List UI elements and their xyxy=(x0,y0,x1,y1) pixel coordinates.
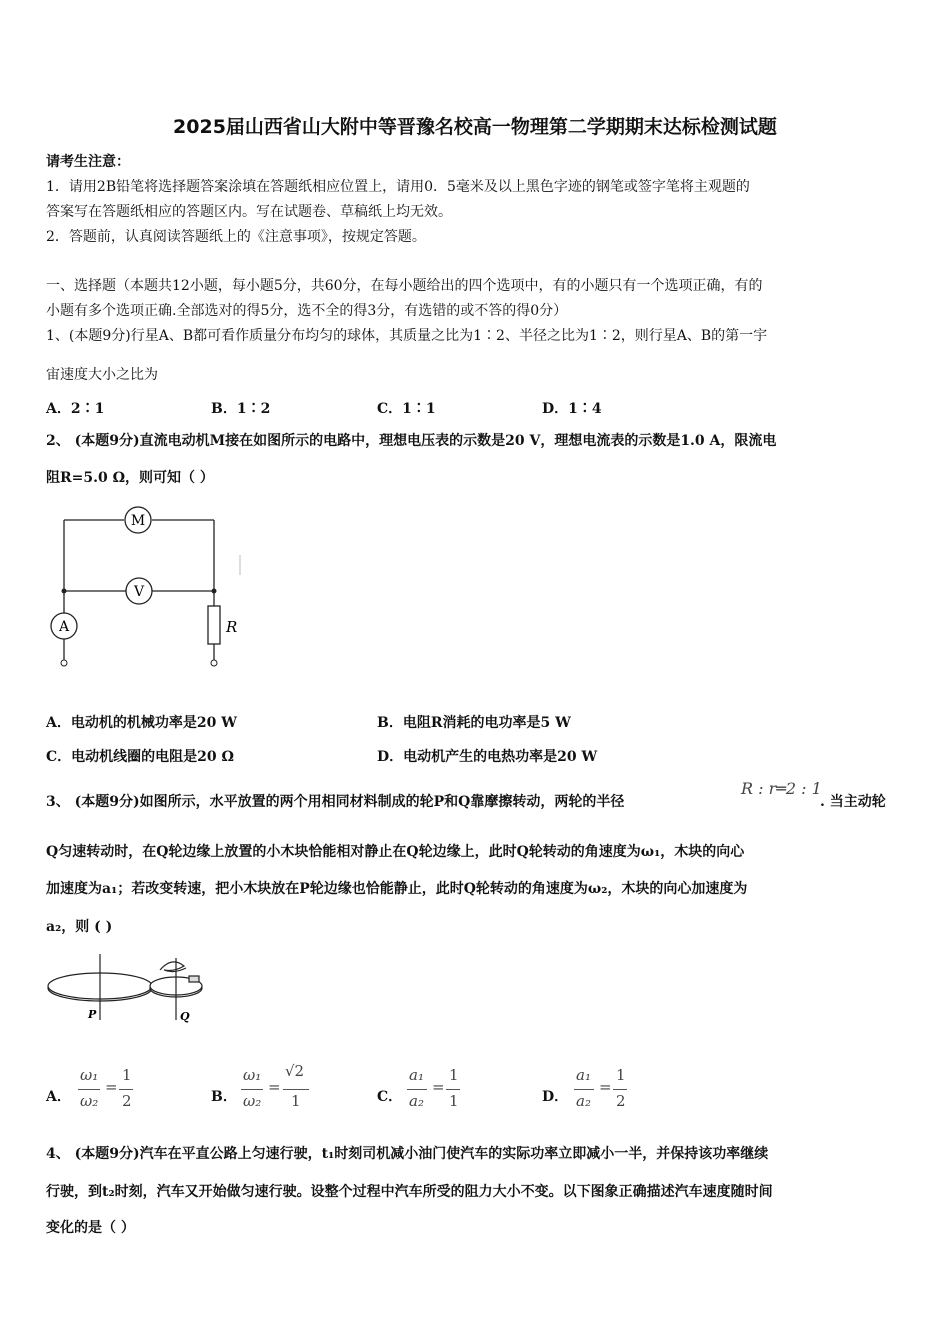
q1-text-1: 1、(本题9分)行星A、B都可看作质量分布均匀的球体，其质量之比为1∶2、半径之比为1∶2，则行星A、B的第一宇 xyxy=(46,328,768,344)
motor-symbol xyxy=(125,507,151,533)
notice-line-2: 2．答题前，认真阅读答题纸上的《注意事项》，按规定答题。 xyxy=(46,229,426,245)
q3-option-d[interactable]: D． a₁ a₂ = 1 2 xyxy=(542,1066,626,1110)
q3-text-2: Q匀速转动时，在Q轮边缘上放置的小木块恰能相对静止在Q轮边缘上，此时Q轮转动的角速度为ω₁，木块的向心 xyxy=(46,844,745,860)
q2-option-d[interactable]: D．电动机产生的电热功率是20 W xyxy=(377,749,598,765)
resistor-label: R xyxy=(226,618,238,636)
q2-option-b[interactable]: B．电阻R消耗的电功率是5 W xyxy=(377,715,571,731)
q1-option-b[interactable]: B．1∶2 xyxy=(211,401,271,417)
svg-text:V: V xyxy=(133,584,145,600)
q2-circuit-diagram xyxy=(40,500,260,675)
wheel-q-label: Q xyxy=(180,1010,190,1023)
notice-heading: 请考生注意： xyxy=(46,154,130,170)
q3-option-a[interactable]: A． ω₁ ω₂ = 1 2 xyxy=(46,1066,132,1110)
page-title: 2025届山西省山大附中等晋豫名校高一物理第二学期期末达标检测试题 xyxy=(173,116,777,138)
q4-text-2: 行驶，到t₂时刻，汽车又开始做匀速行驶。设整个过程中汽车所受的阻力大小不变。以下图象正确描述汽车速度随时间 xyxy=(46,1184,773,1200)
q4-text-3: 变化的是（ ） xyxy=(46,1220,135,1236)
q3-text-1-end: . 当主动轮 xyxy=(820,794,886,810)
q1-option-c[interactable]: C．1∶1 xyxy=(377,401,436,417)
notice-line-1b: 答案写在答题纸相应的答题区内。写在试题卷、草稿纸上均无效。 xyxy=(46,204,452,220)
terminal-right xyxy=(211,660,217,666)
ammeter-symbol xyxy=(51,613,77,639)
q2-option-c[interactable]: C．电动机线圈的电阻是20 Ω xyxy=(46,749,234,765)
q3-option-c[interactable]: C． a₁ a₂ = 1 1 xyxy=(377,1066,459,1110)
q2-text-1: 2、 (本题9分)直流电动机M接在如图所示的电路中，理想电压表的示数是20 V，理想电流表的示数是1.0 A，限流电 xyxy=(46,433,777,449)
q2-text-2: 阻R=5.0 Ω，则可知（ ） xyxy=(46,470,214,486)
q4-text-1: 4、 (本题9分)汽车在平直公路上匀速行驶，t₁时刻司机减小油门使汽车的实际功率立即减小一半，并保持该功率继续 xyxy=(46,1146,769,1162)
q1-text-2: 宙速度大小之比为 xyxy=(46,367,158,383)
svg-text:A: A xyxy=(58,619,70,635)
q2-option-a[interactable]: A．电动机的机械功率是20 W xyxy=(46,715,237,731)
q3-text-1: 3、 (本题9分)如图所示，水平放置的两个用相同材料制成的轮P和Q靠摩擦转动，两轮的半径 xyxy=(46,794,625,810)
q3-wheels-diagram xyxy=(44,950,214,1030)
terminal-left xyxy=(61,660,67,666)
q1-option-d[interactable]: D．1∶4 xyxy=(542,401,602,417)
q3-text-4: a₂，则 ( ) xyxy=(46,919,113,935)
voltmeter-symbol xyxy=(126,578,152,604)
section-instructions-2: 小题有多个选项正确.全部选对的得5分，选不全的得3分，有选错的或不答的得0分） xyxy=(46,303,568,319)
q3-radius-ratio: R : r═2 : 1 xyxy=(741,779,822,798)
svg-text:M: M xyxy=(130,513,146,529)
wheel-p-label: P xyxy=(88,1008,97,1021)
q1-option-a[interactable]: A．2∶1 xyxy=(46,401,105,417)
q3-option-b[interactable]: B． ω₁ ω₂ = √2 1 xyxy=(211,1062,331,1112)
notice-line-1a: 1．请用2B铅笔将选择题答案涂填在答题纸相应位置上，请用0．5毫米及以上黑色字迹的钢笔或签字笔将主观题的 xyxy=(46,179,750,195)
section-instructions-1: 一、选择题（本题共12小题，每小题5分，共60分，在每小题给出的四个选项中，有的小题只有一个选项正确，有的 xyxy=(46,278,763,294)
q3-text-3: 加速度为a₁；若改变转速，把小木块放在P轮边缘也恰能静止，此时Q轮转动的角速度为ω₂，木块的向心加速度为 xyxy=(46,881,748,897)
